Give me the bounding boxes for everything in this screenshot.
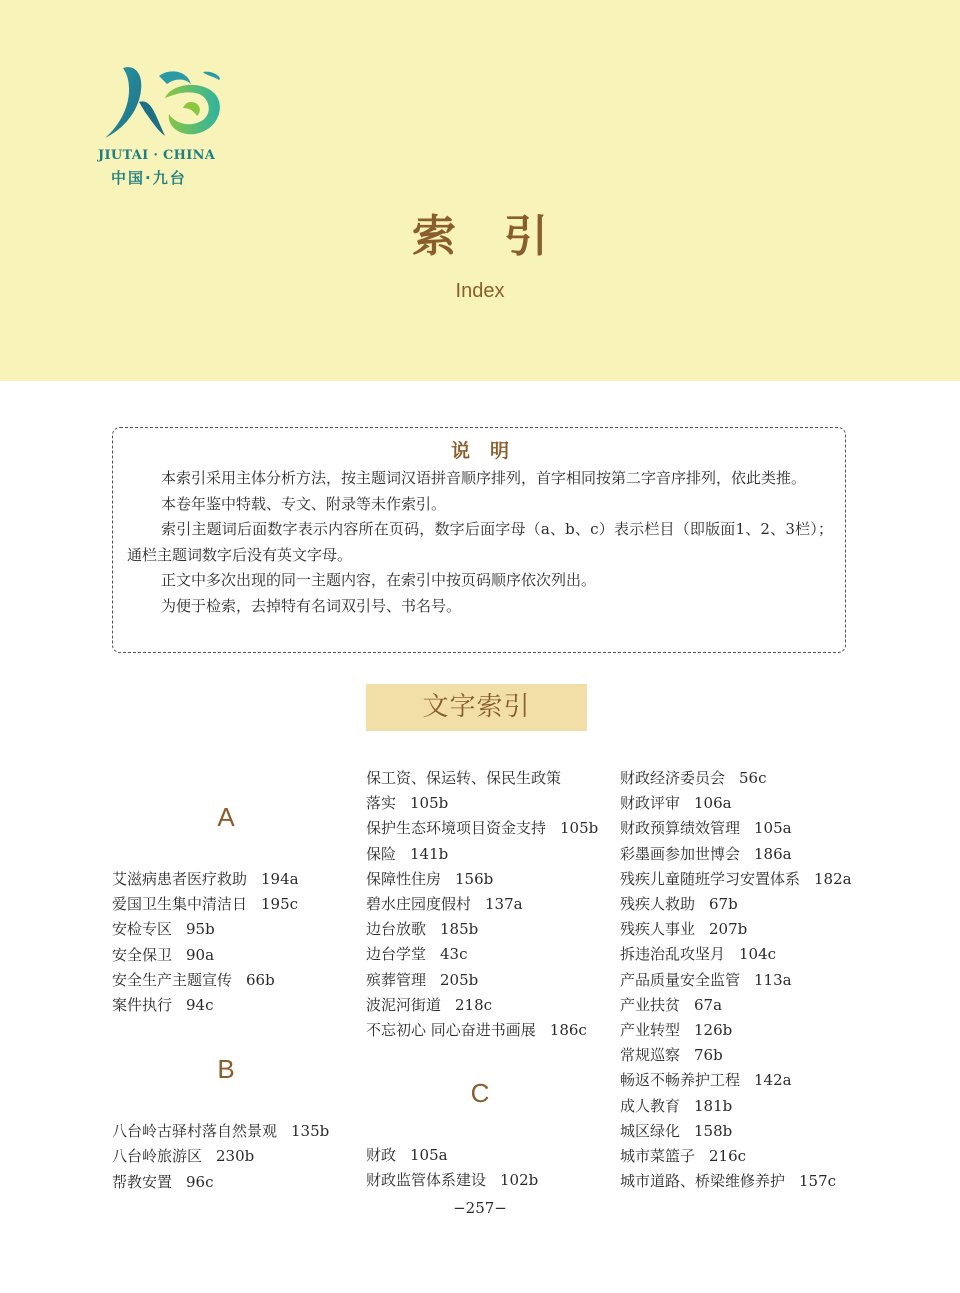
entry-term: 残疾人救助	[620, 895, 696, 914]
entry-page: 105b	[410, 794, 449, 813]
entry-term: 八台岭古驿村落自然景观	[112, 1122, 278, 1141]
entry-page: 66b	[246, 970, 275, 989]
index-entry	[620, 867, 860, 892]
entry-page: 94c	[186, 996, 214, 1015]
index-column-3	[620, 766, 860, 1194]
index-entry	[112, 1119, 362, 1144]
index-letter-heading: B	[217, 1054, 235, 1085]
entry-page: 96c	[186, 1172, 214, 1191]
entry-term: 安全保卫	[112, 945, 173, 964]
entry-term: 残疾人事业	[620, 920, 696, 939]
index-entry	[620, 766, 860, 791]
index-entry	[366, 816, 616, 841]
index-entry	[112, 968, 362, 993]
entry-term: 边台学堂	[366, 945, 427, 964]
entry-term: 财政经济委员会	[620, 769, 726, 787]
entry-page: 181b	[694, 1096, 733, 1115]
entry-page: 141b	[410, 844, 449, 863]
index-entry	[620, 942, 860, 967]
entry-term: 拆违治乱攻坚月	[620, 945, 726, 964]
entry-term: 畅返不畅养护工程	[620, 1071, 741, 1090]
entry-term: 落实	[366, 794, 397, 813]
entry-term: 财政评审	[620, 794, 681, 813]
entry-term: 常规巡察	[620, 1046, 681, 1065]
index-entry	[620, 816, 860, 841]
index-entry	[112, 917, 362, 942]
entry-term: 安检专区	[112, 920, 173, 939]
entry-term: 殡葬管理	[366, 970, 427, 989]
entry-term: 帮教安置	[112, 1172, 173, 1191]
index-entry	[620, 993, 860, 1018]
entry-page: 113a	[754, 970, 792, 989]
entry-page: 76b	[694, 1046, 723, 1065]
index-entry	[366, 842, 616, 867]
index-entry	[620, 968, 860, 993]
notes-paragraph: 为便于检索，去掉特有名词双引号、书名号。	[161, 596, 462, 615]
entry-page: 195c	[261, 895, 299, 914]
entry-term: 彩墨画参加世博会	[620, 844, 741, 863]
index-column-1	[112, 766, 362, 1195]
index-entry	[112, 867, 362, 892]
entry-term: 城区绿化	[620, 1121, 681, 1140]
index-entry	[620, 1144, 860, 1169]
entry-page: 158b	[694, 1121, 733, 1140]
index-entry	[366, 968, 616, 993]
entry-term: 波泥河街道	[366, 995, 442, 1014]
entry-term: 城市道路、桥梁维修养护	[620, 1172, 786, 1191]
notes-paragraph: 本卷年鉴中特载、专文、附录等未作索引。	[161, 494, 447, 513]
index-entry	[366, 867, 616, 892]
entry-page: 135b	[291, 1122, 330, 1141]
entry-page: 102b	[500, 1171, 539, 1190]
entry-term: 边台放歌	[366, 920, 427, 939]
entry-term: 保工资、保运转、保民生政策	[366, 769, 562, 787]
index-entry	[620, 1068, 860, 1093]
index-letter-heading: C	[470, 1078, 490, 1109]
index-letter-heading: A	[217, 802, 235, 832]
jiutai-logo	[95, 58, 235, 188]
entry-page: 185b	[440, 920, 479, 939]
index-entry	[366, 917, 616, 942]
index-entry	[366, 993, 616, 1018]
notes-paragraph: 本索引采用主体分析方法，按主题词汉语拼音顺序排列，首字相同按第二字音序排列，依此类推。	[161, 469, 807, 487]
entry-page: 67a	[694, 995, 723, 1014]
entry-page: 67b	[709, 895, 738, 914]
index-entry	[620, 1018, 860, 1043]
page-title: 索引	[412, 211, 596, 262]
entry-term: 残疾儿童随班学习安置体系	[620, 869, 801, 888]
index-entry	[620, 1169, 860, 1194]
entry-page: 230b	[216, 1147, 255, 1166]
entry-page: 216c	[709, 1147, 747, 1166]
section-banner: 文字索引	[366, 684, 587, 731]
entry-page: 43c	[440, 945, 468, 964]
index-entry	[112, 1170, 362, 1195]
entry-term: 产业转型	[620, 1021, 681, 1040]
notes-paragraph: 索引主题词后面数字表示内容所在页码，数字后面字母（a、b、c）表示栏目（即版面1、2、3栏）；通栏主题词数字后没有英文字母。	[127, 520, 833, 564]
entry-page: 106a	[694, 794, 732, 813]
index-entry	[620, 791, 860, 816]
entry-page: 137a	[485, 895, 523, 914]
entry-page: 105a	[410, 1146, 448, 1165]
index-entry	[366, 1143, 616, 1168]
entry-term: 艾滋病患者医疗救助	[112, 870, 248, 888]
notes-box	[112, 427, 846, 653]
entry-page: 194a	[261, 870, 299, 888]
index-entry	[620, 1094, 860, 1119]
entry-term: 保障性住房	[366, 869, 442, 888]
entry-page: 156b	[455, 869, 494, 888]
entry-term: 碧水庄园度假村	[366, 895, 472, 914]
page-subtitle: Index	[455, 280, 505, 302]
entry-page: 126b	[694, 1021, 733, 1040]
index-entry	[112, 892, 362, 917]
entry-term: 成人教育	[620, 1096, 681, 1115]
entry-term: 财政	[366, 1146, 397, 1165]
entry-page: 182a	[814, 869, 852, 888]
index-entry	[366, 1018, 616, 1043]
entry-page: 105a	[754, 819, 792, 838]
entry-term: 案件执行	[112, 996, 173, 1015]
index-entry	[112, 1144, 362, 1169]
index-entry	[620, 842, 860, 867]
entry-term: 安全生产主题宣传	[112, 970, 233, 989]
entry-term: 产业扶贫	[620, 995, 681, 1014]
index-column-2	[366, 766, 616, 1194]
jiutai-logo-icon	[95, 58, 235, 148]
entry-page: 104c	[739, 945, 777, 964]
entry-page: 90a	[186, 945, 215, 964]
index-entry	[620, 892, 860, 917]
entry-page: 207b	[709, 920, 748, 939]
entry-term: 保护生态环境项目资金支持	[366, 819, 547, 838]
entry-term: 财政预算绩效管理	[620, 819, 741, 838]
index-entry	[620, 1119, 860, 1144]
entry-term: 产品质量安全监管	[620, 970, 741, 989]
entry-term: 财政监管体系建设	[366, 1171, 487, 1190]
index-entry	[366, 942, 616, 967]
index-entry	[366, 1168, 616, 1193]
entry-term: 不忘初心 同心奋进书画展	[366, 1021, 536, 1040]
entry-term: 八台岭旅游区	[112, 1147, 203, 1166]
index-entry	[366, 791, 616, 816]
index-entry	[366, 892, 616, 917]
entry-page: 186a	[754, 844, 792, 863]
entry-page: 95b	[186, 920, 215, 939]
entry-page: 105b	[560, 819, 599, 838]
entry-term: 保险	[366, 844, 397, 863]
page-number: −257−	[453, 1199, 507, 1217]
entry-page: 218c	[455, 995, 493, 1014]
entry-page: 157c	[799, 1172, 837, 1191]
index-entry	[620, 1043, 860, 1068]
entry-page: 142a	[754, 1071, 792, 1090]
index-entry	[112, 993, 362, 1018]
entry-term: 爱国卫生集中清洁日	[112, 895, 248, 914]
index-entry	[366, 766, 616, 791]
index-entry	[112, 943, 362, 968]
logo-english-text: JIUTAI · CHINA	[98, 148, 216, 163]
notes-title: 说明	[450, 440, 529, 462]
notes-paragraph: 正文中多次出现的同一主题内容，在索引中按页码顺序依次列出。	[161, 571, 597, 589]
logo-chinese-text: 中国·九台	[111, 169, 187, 187]
entry-page: 186c	[549, 1021, 587, 1040]
entry-term: 城市菜篮子	[620, 1147, 696, 1166]
entry-page: 205b	[440, 970, 479, 989]
entry-page: 56c	[739, 769, 767, 787]
index-entry	[620, 917, 860, 942]
